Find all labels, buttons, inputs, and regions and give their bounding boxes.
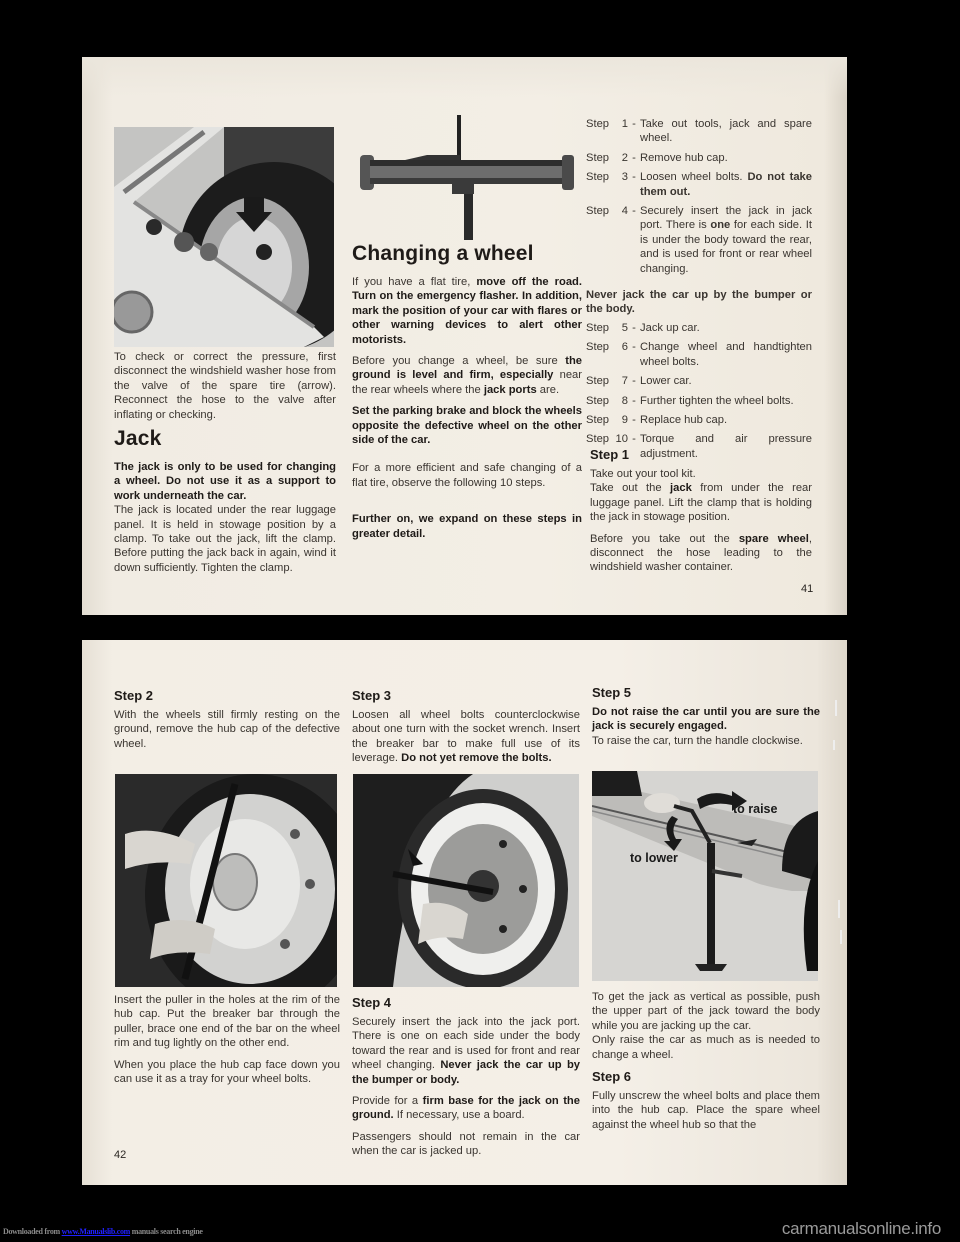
manual-page-42	[82, 640, 847, 1185]
scan-edge-mark	[835, 700, 837, 716]
step-list-item: Step 1 - Take out tools, jack and spare wheel.	[586, 118, 812, 145]
step-list-item: Step 4 - Securely insert the jack in jack port. There is one for each side. It is under the body toward the rear, and is used for front or rear wheel changing.	[586, 205, 812, 275]
step-list	[586, 117, 812, 466]
scan-edge-mark	[840, 930, 842, 944]
step3-text: Loosen all wheel bolts counterclockwise about one turn with the socket wrench. Insert the breaker bar to make full use of its leverage. Do not yet remove the bolts.	[352, 709, 580, 765]
page-number: 42	[114, 1149, 127, 1161]
step6-heading: Step 6	[592, 1069, 632, 1085]
to-lower-label: to lower	[630, 851, 678, 865]
jack-raise-illustration	[592, 771, 818, 981]
jack-tool-illustration	[352, 115, 582, 240]
hub-cap-photo-illustration	[115, 774, 337, 987]
scan-edge-mark	[838, 900, 840, 918]
raise-only-needed-paragraph: Only raise the car as much as is needed to change a wheel.	[592, 1034, 820, 1061]
scan-edge-mark	[833, 740, 835, 750]
step-list-item: Step 10 - Torque and air pressure adjustment.	[586, 433, 812, 460]
spare-tire-illustration	[114, 127, 334, 347]
step2-heading: Step 2	[114, 688, 154, 703]
step3-heading: Step 3	[352, 688, 392, 703]
step2-section	[114, 688, 340, 751]
further-on-paragraph: Further on, we expand on these steps in greater detail.	[352, 513, 582, 540]
step1-heading: Step 1	[590, 447, 630, 462]
step1-section	[590, 447, 812, 575]
jack-body: The jack is located under the rear luggage panel. It is held in stowage position by a clamp. To take out the jack, lift the clamp. Before putting the jack back in again, wind it down sufficiently. Tighten the clamp.	[114, 504, 336, 574]
manualslib-link[interactable]: www.Manualslib.com	[61, 1227, 131, 1236]
bumper-warning: Never jack the car up by the bumper or the body.	[586, 289, 812, 316]
step5-section	[592, 685, 820, 748]
download-source-footer: Downloaded from www.Manualslib.com manuals search engine	[3, 1227, 203, 1236]
flat-tire-paragraph: If you have a flat tire, move off the road. Turn on the emergency flasher. In addition, mark the position of your car with flares or other warning devices to alert other motorists.	[352, 276, 582, 346]
ground-paragraph: Before you change a wheel, be sure the ground is level and firm, especially near the rear wheels where the jack ports are.	[352, 355, 583, 396]
step-list-item: Step 8 - Further tighten the wheel bolts.	[586, 394, 794, 407]
to-raise-label: to raise	[733, 802, 778, 816]
spare-wheel-paragraph: Before you take out the spare wheel, disconnect the hose leading to the windshield washer container.	[590, 532, 812, 574]
ten-steps-paragraph: For a more efficient and safe changing of a flat tire, observe the following 10 steps.	[352, 462, 582, 489]
jack-warning: The jack is only to be used for changing a wheel. Do not use it as a support to work underneath the car.	[114, 461, 336, 502]
changing-wheel-heading: Changing a wheel	[352, 242, 534, 265]
hub-cap-tray-paragraph: When you place the hub cap face down you can use it as a tray for your wheel bolts.	[114, 1058, 340, 1086]
step-list-item: Step 5 - Jack up car.	[586, 321, 700, 334]
puller-paragraph: Insert the puller in the holes at the rim of the hub cap. Put the breaker bar through the puller, brace one end of the bar on the wheel rim and tug lightly on the other end.	[114, 994, 340, 1050]
page-number: 41	[801, 583, 814, 595]
step-list-item: Step 9 - Replace hub cap.	[586, 413, 728, 426]
step6-text: Fully unscrew the wheel bolts and place them into the hub cap. Place the spare wheel against the wheel hub so that the	[592, 1090, 820, 1131]
wrench-photo-illustration	[353, 774, 579, 987]
step3-section	[352, 688, 580, 766]
step1-paragraph: Take out your tool kit. Take out the jack from under the rear luggage panel. Lift the clamp that is holding the jack in stowage position.	[590, 468, 813, 524]
step2-intro: With the wheels still firmly resting on the ground, remove the hub cap of the defective wheel.	[114, 709, 340, 750]
tire-pressure-caption: To check or correct the pressure, first disconnect the windshield washer hose from the valve of the spare tire (arrow). Reconnect the hose to the valve after inflating or checking.	[114, 351, 336, 421]
step2-detail	[114, 993, 340, 1086]
spare-tire-photo	[114, 127, 334, 347]
passengers-paragraph: Passengers should not remain in the car when the car is jacked up.	[352, 1130, 580, 1158]
jack-raise-photo	[592, 771, 818, 981]
step5-detail	[592, 990, 820, 1132]
carmanualsonline-brand: carmanualsonline.info	[781, 1219, 941, 1238]
changing-wheel-body	[352, 275, 582, 548]
loosen-bolts-photo	[353, 774, 579, 987]
firm-base-paragraph: Provide for a firm base for the jack on the ground. If necessary, use a board.	[352, 1095, 580, 1122]
step-list-item: Step 7 - Lower car.	[586, 375, 692, 388]
parking-brake-paragraph: Set the parking brake and block the wheels opposite the defective wheel on the other side of the car.	[352, 405, 582, 447]
step-list-item: Step 3 - Loosen wheel bolts. Do not take them out.	[586, 171, 812, 198]
step-list-item: Step 6 - Change wheel and handtighten wheel bolts.	[586, 341, 812, 368]
step4-heading: Step 4	[352, 995, 392, 1010]
step5-heading: Step 5	[592, 685, 632, 700]
step4-paragraph: Securely insert the jack into the jack port. There is one on each side under the body toward the rear and is used for front and rear wheel changing. Never jack the car up by the bumper or body.	[352, 1016, 580, 1086]
jack-icon	[352, 115, 582, 240]
step4-section	[352, 995, 580, 1159]
raise-instruction: To raise the car, turn the handle clockwise.	[592, 734, 803, 747]
manual-page-41	[82, 57, 847, 615]
hub-cap-removal-photo	[115, 774, 337, 987]
jack-heading: Jack	[114, 427, 162, 450]
vertical-jack-paragraph: To get the jack as vertical as possible, push the upper part of the jack toward the body while you are jacking up the car.	[592, 991, 820, 1032]
jack-section	[114, 460, 336, 575]
step5-warning: Do not raise the car until you are sure the jack is securely engaged.	[592, 706, 820, 733]
step-list-item: Step 2 - Remove hub cap.	[586, 151, 728, 164]
